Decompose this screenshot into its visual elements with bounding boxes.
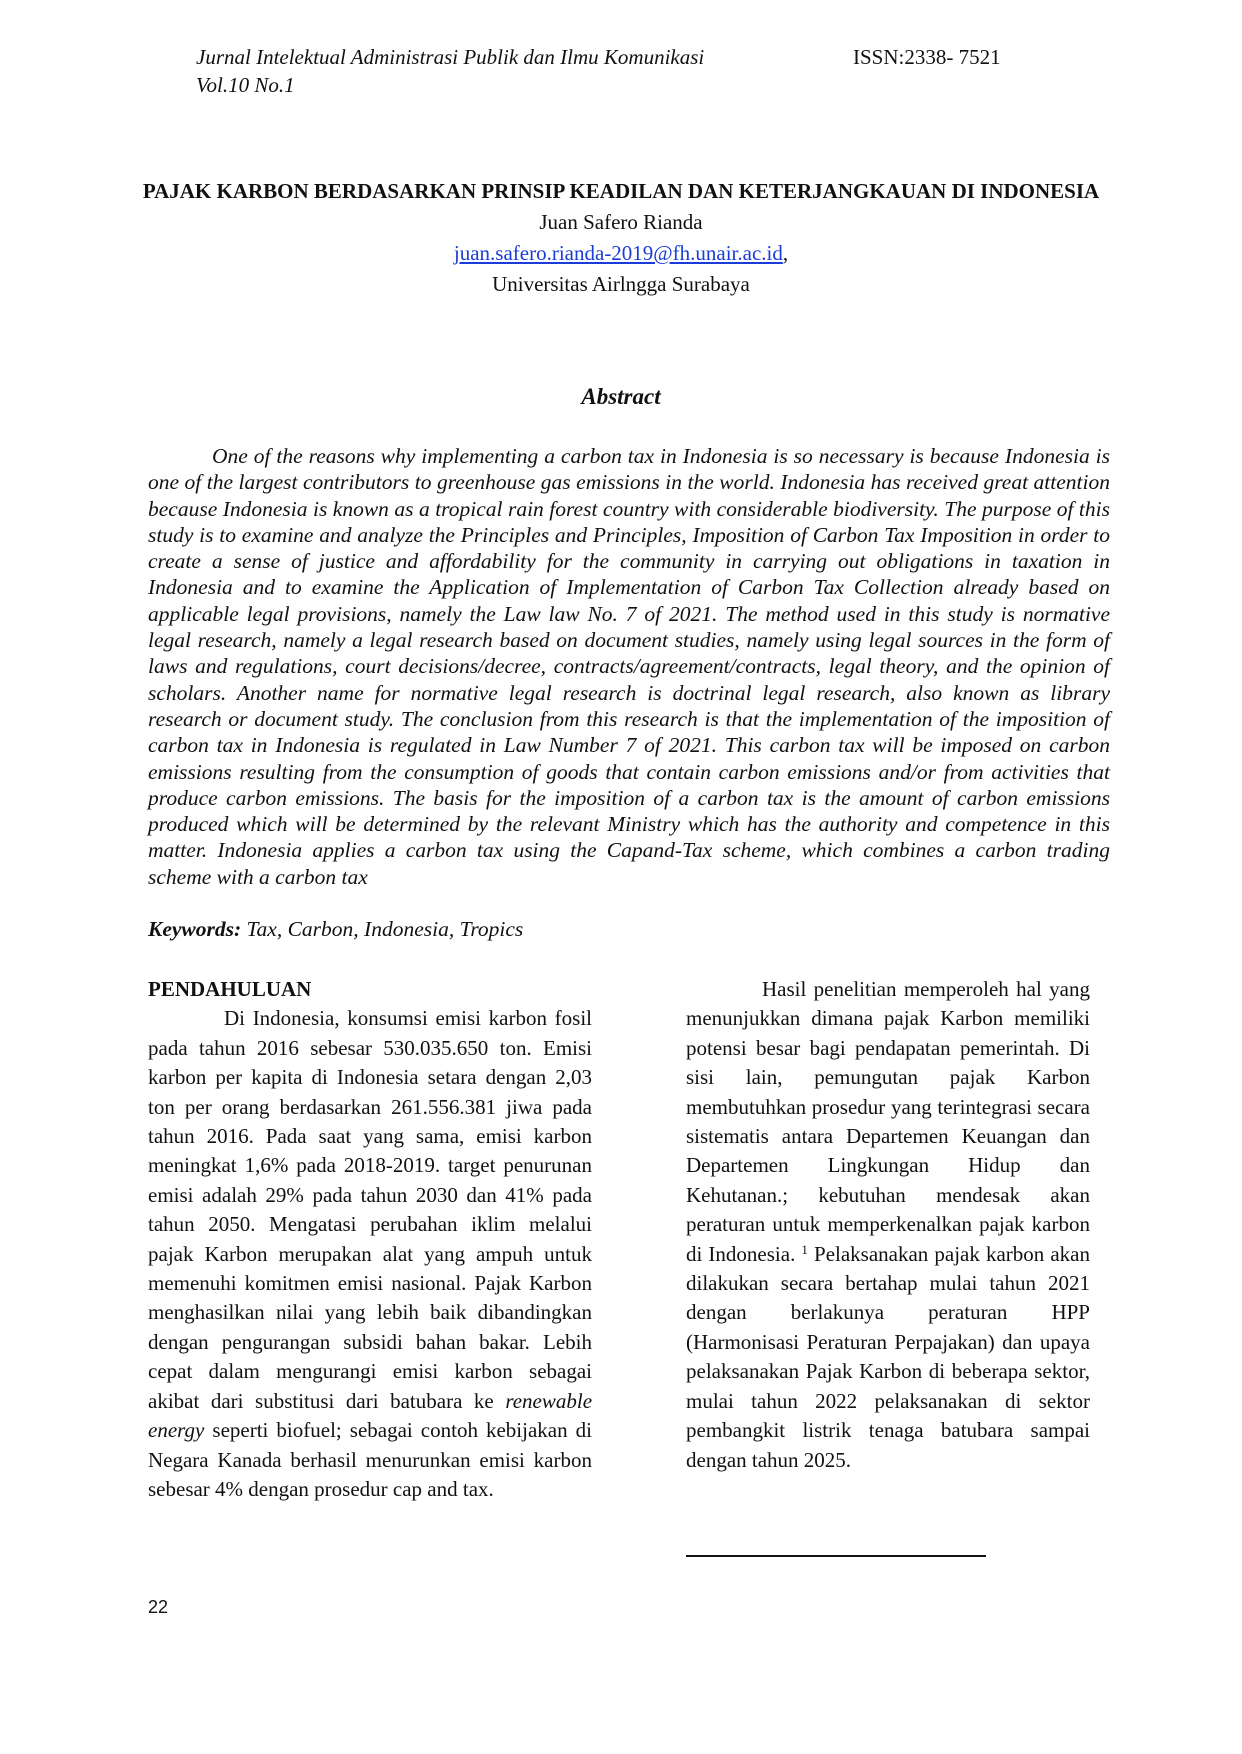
keywords-line xyxy=(148,916,523,942)
intro-paragraph xyxy=(148,1004,592,1504)
journal-name: Jurnal Intelektual Administrasi Publik dan Ilmu Komunikasi xyxy=(196,45,705,69)
page-number: 22 xyxy=(148,1597,169,1617)
author-email-line xyxy=(130,238,1112,269)
results-paragraph xyxy=(686,975,1090,1475)
paper-title: PAJAK KARBON BERDASARKAN PRINSIP KEADILAN DAN KETERJANGKAUAN DI INDONESIA xyxy=(142,179,1100,203)
journal-volume: Vol.10 No.1 xyxy=(196,73,295,97)
keywords-label: Keywords: xyxy=(148,917,242,941)
footnote-reference[interactable]: 1 xyxy=(801,1241,808,1257)
results-text-part2: Pelaksanakan pajak karbon akan dilakukan secara bertahap mulai tahun 2021 dengan berlakunya peraturan HPP (Harmonisasi Peraturan Perpajakan) dan upaya pelaksanakan Pajak Karbon di beberapa sektor, mulai tahun 2022 pelaksanakan di sektor pembangkit listrik tenaga batubara sampai dengan tahun 2025. xyxy=(686,1241,1091,1472)
intro-text-part2: seperti biofuel; sebagai contoh kebijakan di Negara Kanada berhasil menurunkan emisi karbon sebesar 4% dengan prosedur cap and tax. xyxy=(148,1418,592,1501)
results-text-part1: Hasil penelitian memperoleh hal yang menunjukkan dimana pajak Karbon memiliki potensi besar bagi pendapatan pemerintah. Di sisi lain, pemungutan pajak Karbon membutuhkan prosedur yang terintegrasi secara sistematis antara Departemen Keuangan dan Departemen Lingkungan Hidup dan Kehutanan.; kebutuhan mendesak akan peraturan untuk memperkenalkan pajak karbon di Indonesia. xyxy=(686,977,1090,1266)
body-right-column xyxy=(686,975,1090,1475)
running-header xyxy=(196,43,1016,99)
email-comma: , xyxy=(782,241,789,265)
author-email-link[interactable]: juan.safero.rianda-2019@fh.unair.ac.id xyxy=(453,241,783,265)
footnote-divider xyxy=(686,1555,986,1557)
abstract-heading: Abstract xyxy=(581,384,661,409)
author-name: Juan Safero Rianda xyxy=(539,210,703,234)
keywords-list: Tax, Carbon, Indonesia, Tropics xyxy=(246,917,524,941)
intro-italic-term: renewable energy xyxy=(148,1388,593,1443)
issn-label: ISSN:2338- 7521 xyxy=(853,45,1001,69)
title-block xyxy=(130,176,1112,300)
body-left-column xyxy=(148,975,592,1504)
author-affiliation: Universitas Airlngga Surabaya xyxy=(492,272,750,296)
intro-text-part1: Di Indonesia, konsumsi emisi karbon fosil pada tahun 2016 sebesar 530.035.650 ton. Emisi karbon per kapita di Indonesia setara dengan 2,03 ton per orang berdasarkan 261.556.381 jiwa pada tahun 2016. Pada saat yang sama, emisi karbon meningkat 1,6% pada 2018-2019. target penurunan emisi adalah 29% pada tahun 2030 dan 41% pada tahun 2050. Mengatasi perubahan iklim melalui pajak Karbon merupakan alat yang ampuh untuk memenuhi komitmen emisi nasional. Pajak Karbon menghasilkan nilai yang lebih baik dibandingkan dengan pengurangan subsidi bahan bakar. Lebih cepat dalam mengurangi emisi karbon sebagai akibat dari substitusi dari batubara ke xyxy=(148,1006,592,1413)
abstract-text: One of the reasons why implementing a carbon tax in Indonesia is so necessary is because Indonesia is one of the largest contributors to greenhouse gas emissions in the world. Indonesia has received great attention because Indonesia is known as a tropical rain forest country with considerable biodiversity. The purpose of this study is to examine and analyze the Principles and Principles, Imposition of Carbon Tax Imposition in order to create a sense of justice and affordability for the community in carrying out obligations in taxation in Indonesia and to examine the Application of Implementation of Carbon Tax Collection already based on applicable legal provisions, namely the Law law No. 7 of 2021. The method used in this study is normative legal research, namely a legal research based on document studies, namely using legal sources in the form of laws and regulations, court decisions/decree, contracts/agreement/contracts, legal theory, and the opinion of scholars. Another name for normative legal research is doctrinal legal research, also known as library research or document study. The conclusion from this research is that the implementation of the imposition of carbon tax in Indonesia is regulated in Law Number 7 of 2021. This carbon tax will be imposed on carbon emissions resulting from the consumption of goods that contain carbon emissions and/or from activities that produce carbon emissions. The basis for the imposition of a carbon tax is the amount of carbon emissions produced which will be determined by the relevant Ministry which has the authority and competence in this matter. Indonesia applies a carbon tax using the Capand-Tax scheme, which combines a carbon trading scheme with a carbon tax xyxy=(148,444,1110,889)
section-heading: PENDAHULUAN xyxy=(148,977,312,1001)
